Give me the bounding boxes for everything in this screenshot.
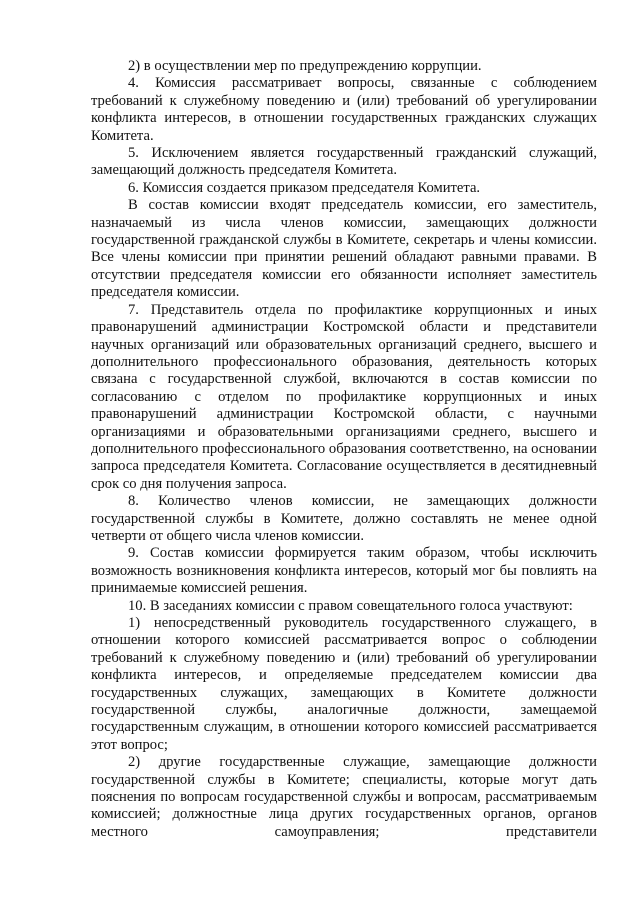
paragraph-subitem-2: 2) другие государственные служащие, замещающие должности государственной службы в Комитете; специалисты, которые могут дать пояснения по вопросам государственной службы и вопросам, рассматриваемым комиссией; должностные лица других государственных органов, органов местного самоуправления; представители (91, 754, 597, 840)
paragraph-point-4: 4. Комиссия рассматривает вопросы, связанные с соблюдением требований к служебному поведению и (или) требований об урегулировании конфликта интересов, в отношении государственных гражданских служащих Комитета. (91, 75, 597, 144)
paragraph-point-6: 6. Комиссия создается приказом председателя Комитета. (128, 179, 481, 196)
paragraph-commission-composition: В состав комиссии входят председатель комиссии, его заместитель, назначаемый из числа членов комиссии, замещающих должности государственной гражданской службы в Комитете, секретарь и члены комиссии. Все члены комиссии при принятии решений обладают равными правами. В отсутствии председателя комиссии его обязанности исполняет заместитель председателя комиссии. (91, 197, 597, 301)
paragraph-point-10: 10. В заседаниях комиссии с правом совещательного голоса участвуют: (128, 597, 573, 614)
paragraph-subitem-1: 1) непосредственный руководитель государственного служащего, в отношении которого комиссией рассматривается вопрос о соблюдении требований к служебному поведению и (или) требований об урегулировании конфликта интересов, и определяемые председателем комиссии два государственных служащих, замещающих в Комитете должности государственной службы, аналогичные должности, замещаемой государственным служащим, в отношении которого комиссией рассматривается этот вопрос; (91, 615, 597, 753)
paragraph-point-5: 5. Исключением является государственный гражданский служащий, замещающий должность председателя Комитета. (91, 145, 597, 179)
paragraph-point-7: 7. Представитель отдела по профилактике коррупционных и иных правонарушений администрации Костромской области и представители научных организаций или образовательных организаций среднего, высшего и дополнительного профессионального образования, деятельность которых связана с государственной службой, включаются в состав комиссии по согласованию с отделом по профилактике коррупционных и иных правонарушений администрации Костромской области, с научными организациями и образовательными организациями среднего, высшего и дополнительного профессионального образования соответственно, на основании запроса председателя Комитета. Согласование осуществляется в десятидневный срок со дня получения запроса. (91, 301, 597, 492)
paragraph-point-8: 8. Количество членов комиссии, не замещающих должности государственной службы в Комитете, должно составлять не менее одной четверти от общего числа членов комиссии. (91, 493, 597, 544)
paragraph-point-9: 9. Состав комиссии формируется таким образом, чтобы исключить возможность возникновения конфликта интересов, который мог бы повлиять на принимаемые комиссией решения. (91, 545, 597, 597)
paragraph-item-2-measures: 2) в осуществлении мер по предупреждению коррупции. (128, 58, 482, 74)
document-page (91, 58, 597, 841)
